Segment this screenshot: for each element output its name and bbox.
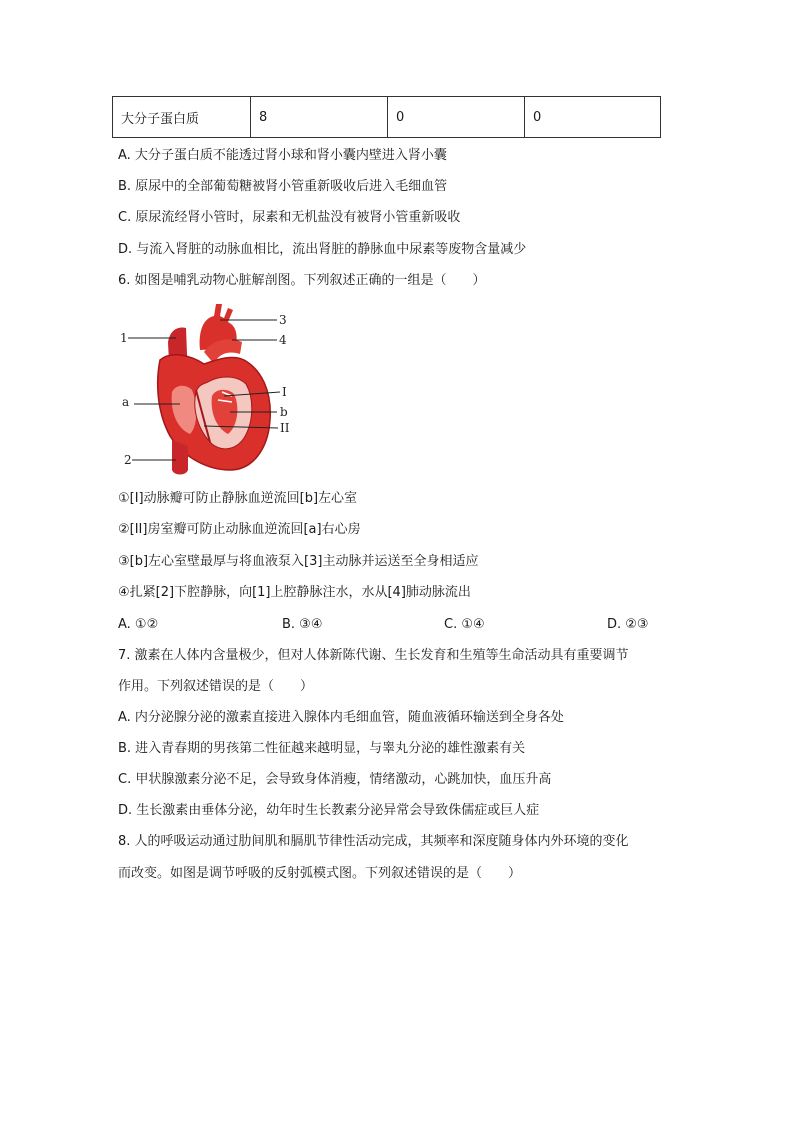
- q6-statement-1: ①[I]动脉瓣可防止静脉血逆流回[b]左心室: [118, 491, 358, 506]
- filtration-table: [112, 96, 661, 138]
- label-II: II: [280, 421, 290, 435]
- q8-stem-line1: 8. 人的呼吸运动通过肋间肌和膈肌节律性活动完成，其频率和深度随身体内外环境的变化: [118, 834, 629, 849]
- label-b: b: [280, 405, 288, 419]
- q5-option-d[interactable]: D. 与流入肾脏的动脉血相比，流出肾脏的静脉血中尿素等废物含量减少: [118, 242, 527, 257]
- q7-option-d[interactable]: D. 生长激素由垂体分泌，幼年时生长教素分泌异常会导致侏儒症或巨人症: [118, 803, 540, 818]
- table-cell-plasma: 8: [251, 97, 388, 138]
- q6-option-a[interactable]: A. ①②: [118, 617, 159, 632]
- q6-statement-4: ④扎紧[2]下腔静脉，向[1]上腔静脉注水，水从[4]肺动脉流出: [118, 585, 471, 600]
- q6-option-b[interactable]: B. ③④: [282, 617, 323, 632]
- q7-stem-line2: 作用。下列叙述错误的是（ ）: [118, 679, 314, 694]
- q7-stem-line1: 7. 激素在人体内含量极少，但对人体新陈代谢、生长发育和生殖等生命活动具有重要调节: [118, 648, 629, 663]
- label-3: 3: [279, 313, 287, 327]
- table-cell-substance: 大分子蛋白质: [113, 97, 251, 138]
- q7-option-b[interactable]: B. 进入青春期的男孩第二性征越来越明显，与睾丸分泌的雄性激素有关: [118, 741, 526, 756]
- table-row: [113, 97, 661, 138]
- q6-option-d[interactable]: D. ②③: [607, 617, 649, 632]
- q6-statement-3: ③[b]左心室壁最厚与将血液泵入[3]主动脉并运送至全身相适应: [118, 554, 479, 569]
- q7-option-c[interactable]: C. 甲状腺激素分泌不足，会导致身体消瘦，情绪激动，心跳加快，血压升高: [118, 772, 552, 787]
- q7-option-a[interactable]: A. 内分泌腺分泌的激素直接进入腺体内毛细血管，随血液循环输送到全身各处: [118, 710, 564, 725]
- table-cell-primary-urine: 0: [388, 97, 525, 138]
- heart-diagram: [112, 300, 312, 478]
- q6-option-c[interactable]: C. ①④: [444, 617, 485, 632]
- q6-statement-2: ②[II]房室瓣可防止动脉血逆流回[a]右心房: [118, 522, 361, 537]
- table-cell-urine: 0: [525, 97, 661, 138]
- heart-illustration: [112, 300, 312, 478]
- q5-option-c[interactable]: C. 原尿流经肾小管时，尿素和无机盐没有被肾小管重新吸收: [118, 210, 461, 225]
- label-a: a: [122, 395, 130, 409]
- label-1: 1: [120, 331, 128, 345]
- q5-option-a[interactable]: A. 大分子蛋白质不能透过肾小球和肾小囊内壁进入肾小囊: [118, 148, 447, 163]
- q8-stem-line2: 而改变。如图是调节呼吸的反射弧模式图。下列叙述错误的是（ ）: [118, 866, 522, 881]
- q5-option-b[interactable]: B. 原尿中的全部葡萄糖被肾小管重新吸收后进入毛细血管: [118, 179, 448, 194]
- label-4: 4: [279, 333, 287, 347]
- q6-stem: 6. 如图是哺乳动物心脏解剖图。下列叙述正确的一组是（ ）: [118, 273, 486, 288]
- label-I: I: [282, 385, 287, 399]
- label-2: 2: [124, 453, 132, 467]
